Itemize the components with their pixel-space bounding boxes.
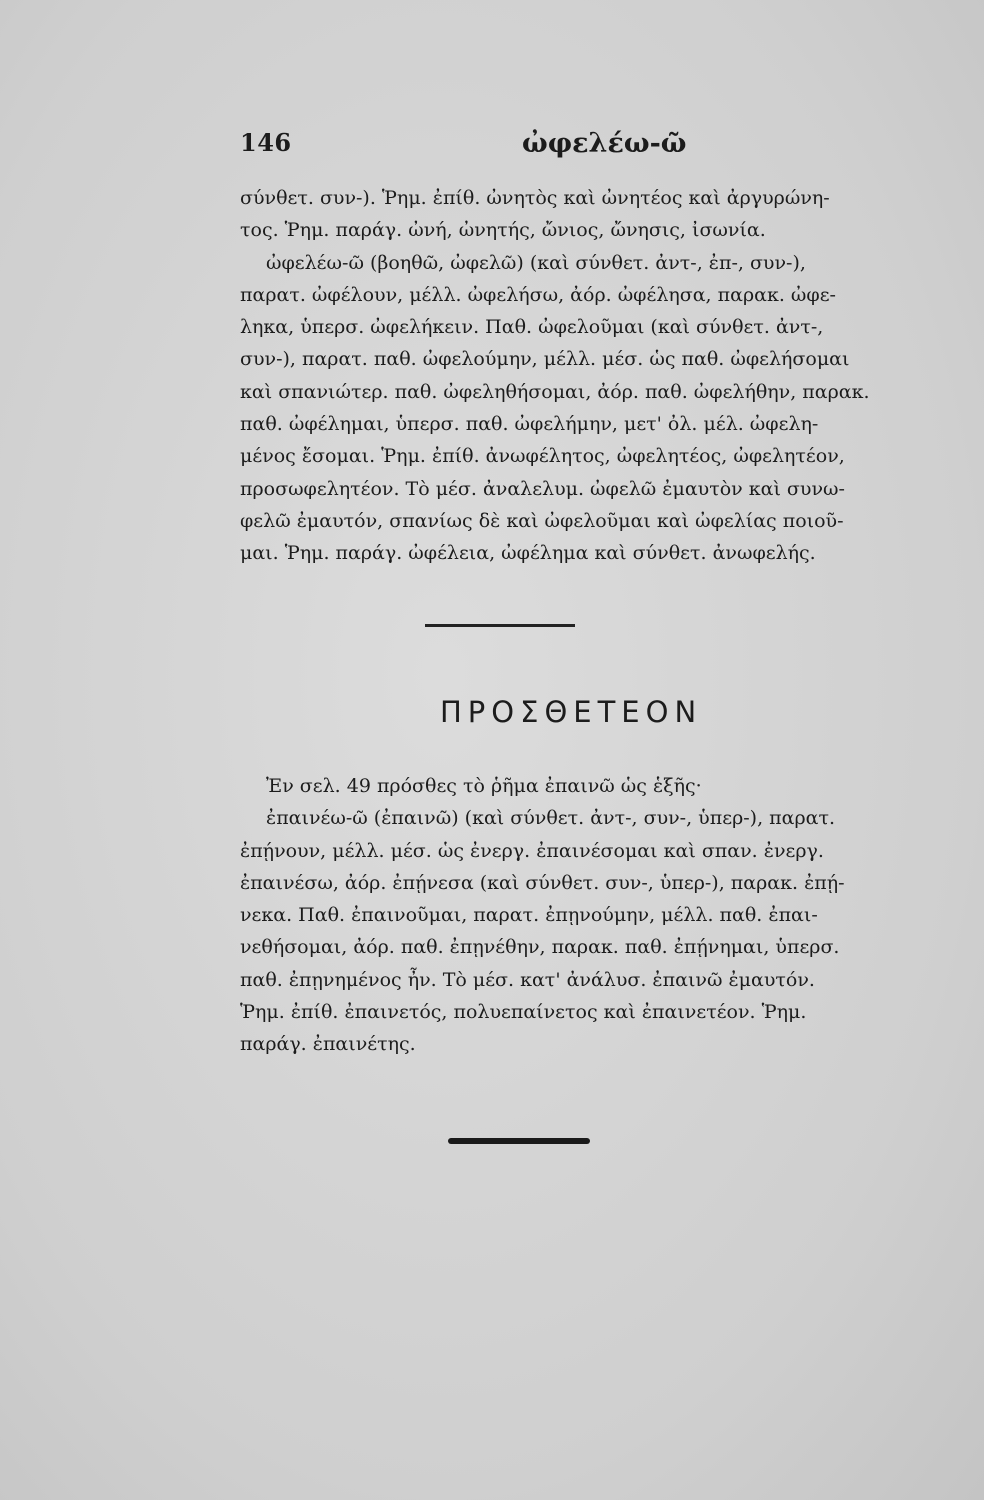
separator-rule	[425, 624, 575, 627]
text-line: φελῶ ἐμαυτόν, σπανίως δὲ καὶ ὠφελοῦμαι καὶ ὠφελίας ποιοῦ-	[240, 509, 844, 532]
text-line: Ἐν σελ. 49 πρόσθες τὸ ῥῆμα ἐπαινῶ ὡς ἑξῆς·	[266, 775, 702, 797]
entry-bottom	[240, 770, 845, 1061]
text-line: παράγ. ἐπαινέτης.	[240, 1033, 416, 1056]
text-line: μένος ἔσομαι. Ῥημ. ἐπίθ. ἀνωφέλητος, ὠφελητέος, ὠφελητέον,	[240, 445, 845, 468]
text-line: ὠφελέω-ῶ (βοηθῶ, ὠφελῶ) (καὶ σύνθετ. ἀντ-, ἐπ-, συν-),	[266, 251, 806, 274]
running-head: ὠφελέω-ῶ	[522, 128, 687, 159]
page-header	[240, 128, 760, 168]
text-line: νεθήσομαι, ἀόρ. παθ. ἐπῃνέθην, παρακ. παθ. ἐπῄνημαι, ὑπερσ.	[240, 936, 840, 959]
text-line: καὶ σπανιώτερ. παθ. ὠφεληθήσομαι, ἀόρ. παθ. ὠφελήθην, παρακ.	[240, 380, 870, 403]
text-line: παθ. ἐπῃνημένος ἦν. Τὸ μέσ. κατ' ἀνάλυσ. ἐπαινῶ ἐμαυτόν.	[240, 968, 815, 991]
text-line: νεκα. Παθ. ἐπαινοῦμαι, παρατ. ἐπῃνούμην, μέλλ. παθ. ἐπαι-	[240, 904, 818, 927]
text-line: παρατ. ὠφέλουν, μέλλ. ὠφελήσω, ἀόρ. ὠφέλησα, παρακ. ὠφε-	[240, 283, 836, 306]
text-line: προσωφελητέον. Τὸ μέσ. ἀναλελυμ. ὠφελῶ ἐμαυτὸν καὶ συνω-	[240, 477, 845, 500]
text-line: παθ. ὠφέλημαι, ὑπερσ. παθ. ὠφελήμην, μετ' ὀλ. μέλ. ὠφελη-	[240, 413, 819, 436]
text-line: ἐπαινέω-ῶ (ἐπαινῶ) (καὶ σύνθετ. ἀντ-, συν-, ὑπερ-), παρατ.	[266, 807, 836, 830]
text-line: ἐπαινέσω, ἀόρ. ἐπῄνεσα (καὶ σύνθετ. συν-, ὑπερ-), παρακ. ἐπῄ-	[240, 871, 845, 894]
text-line: μαι. Ῥημ. παράγ. ὠφέλεια, ὠφέλημα καὶ σύνθετ. ἀνωφελής.	[240, 542, 816, 565]
page-number: 146	[240, 128, 292, 157]
text-line: Ῥημ. ἐπίθ. ἐπαινετός, πολυεπαίνετος καὶ ἐπαινετέον. Ῥημ.	[240, 1001, 807, 1024]
text-line: τος. Ῥημ. παράγ. ὠνή, ὠνητής, ὤνιος, ὤνησις, ἰσωνία.	[240, 219, 766, 242]
entry-top	[240, 182, 870, 570]
text-line: ληκα, ὑπερσ. ὠφελήκειν. Παθ. ὠφελοῦμαι (καὶ σύνθετ. ἀντ-,	[240, 316, 824, 339]
end-ornament-rule	[448, 1138, 590, 1144]
section-title: ΠΡΟΣΘΕΤΕΟΝ	[440, 695, 703, 729]
text-line: ἐπῄνουν, μέλλ. μέσ. ὡς ἐνεργ. ἐπαινέσομαι καὶ σπαν. ἐνεργ.	[240, 839, 824, 862]
text-line: σύνθετ. συν-). Ῥημ. ἐπίθ. ὠνητὸς καὶ ὠνητέος καὶ ἀργυρώνη-	[240, 187, 830, 209]
text-line: συν-), παρατ. παθ. ὠφελούμην, μέλλ. μέσ. ὡς παθ. ὠφελήσομαι	[240, 348, 850, 371]
